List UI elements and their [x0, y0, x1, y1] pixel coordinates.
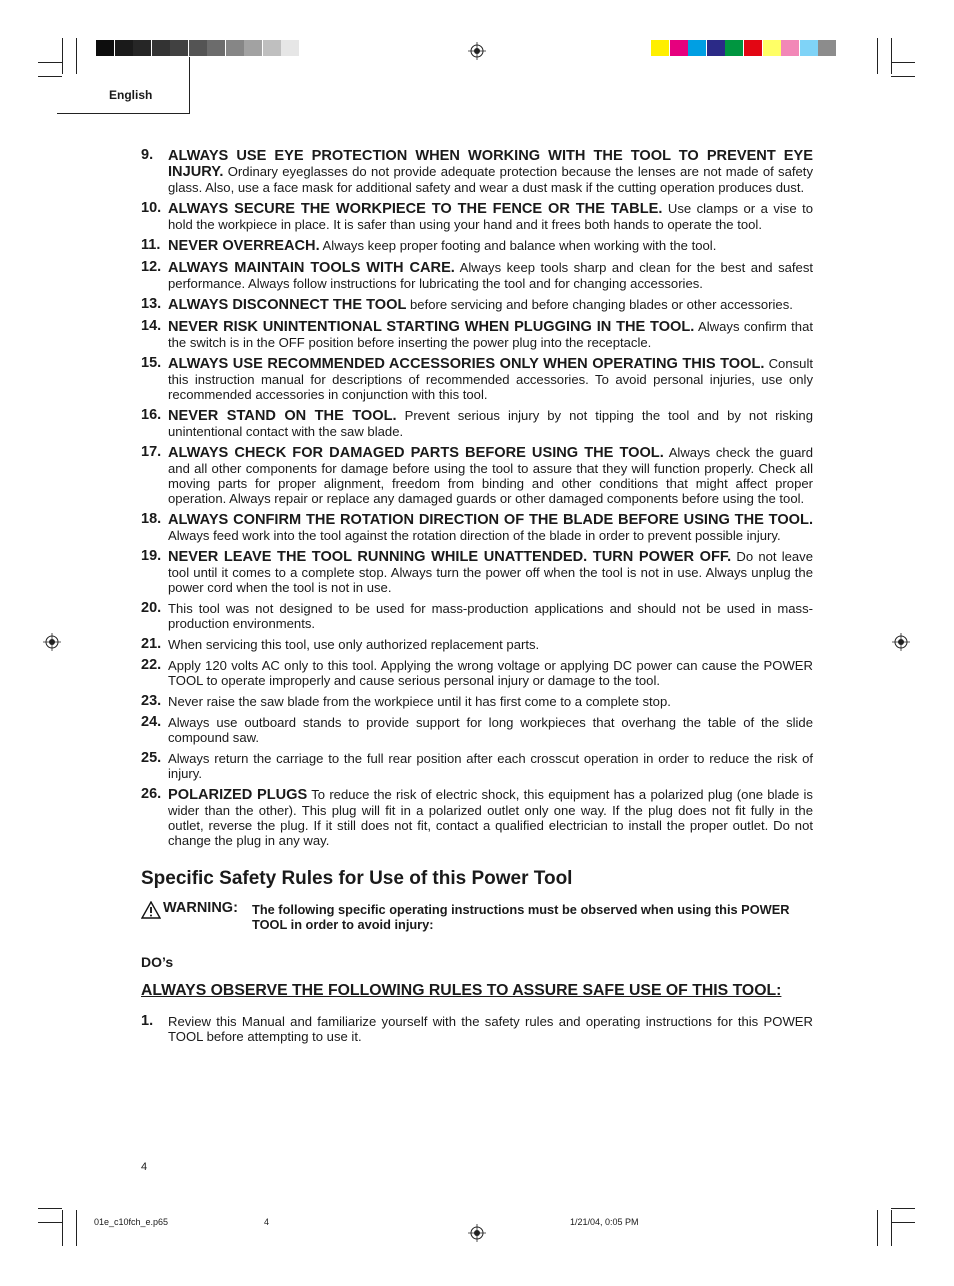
rule-number: 13. — [141, 296, 162, 312]
rule-number: 24. — [141, 714, 162, 730]
rule-text: When servicing this tool, use only authorized replacement parts. — [168, 637, 540, 652]
safety-rules-list — [141, 148, 813, 848]
rule-text: Ordinary eyeglasses do not provide adequate protection because the lenses are not made of safety glass. Also, use a face mask for additional safety and wear a dust mask if the cutting operation produces dust. — [168, 164, 813, 195]
rule-item — [141, 715, 813, 745]
rule-number: 22. — [141, 657, 162, 673]
gray-swatch — [226, 40, 244, 56]
rule-item — [141, 148, 813, 195]
rule-text: To reduce the risk of electric shock, this equipment has a polarized plug (one blade is wider than the other). This plug will fit in a polarized outlet only one way. If the plug does not fit fully in the outlet, reverse the plug. If it still does not fit, contact a qualified electrician to install the proper outlet. Do not change the plug in any way. — [168, 787, 813, 848]
item-number: 1. — [141, 1013, 154, 1029]
rule-lead: ALWAYS MAINTAIN TOOLS WITH CARE. — [168, 260, 455, 276]
rule-item — [141, 549, 813, 595]
rule-lead: ALWAYS CONFIRM THE ROTATION DIRECTION OF THE BLADE BEFORE USING THE TOOL. — [168, 512, 813, 528]
rule-text: Always feed work into the tool against the rotation direction of the blade in order to prevent possible injury. — [168, 528, 781, 543]
crop-mark — [891, 76, 915, 77]
list-item — [141, 1014, 813, 1044]
rule-item — [141, 201, 813, 232]
color-swatch — [725, 40, 743, 56]
color-swatch — [651, 40, 669, 56]
crop-mark — [38, 1208, 62, 1209]
color-swatch — [688, 40, 706, 56]
rule-text: Always return the carriage to the full rear position after each crosscut operation in order to reduce the risk of injury. — [168, 751, 813, 781]
always-observe-heading: ALWAYS OBSERVE THE FOLLOWING RULES TO ASSURE SAFE USE OF THIS TOOL: — [141, 982, 782, 999]
registration-mark-icon — [43, 633, 61, 651]
rule-item — [141, 408, 813, 439]
color-swatch — [744, 40, 762, 56]
rule-lead: NEVER OVERREACH. — [168, 238, 320, 254]
rule-item — [141, 658, 813, 688]
gray-swatch — [263, 40, 281, 56]
rule-item — [141, 319, 813, 350]
rule-text: Always keep tools sharp and clean for the best and safest performance. Always follow instructions for lubricating the tool and for changing accessories. — [168, 260, 814, 291]
rule-number: 19. — [141, 548, 162, 564]
section-title: Specific Safety Rules for Use of this Power Tool — [141, 868, 573, 889]
rule-text: This tool was not designed to be used for mass-production applications and should not be used in mass-production environments. — [168, 601, 813, 631]
registration-mark-icon — [892, 633, 910, 651]
warning-label: WARNING: — [163, 900, 238, 916]
language-tab-box — [57, 57, 190, 114]
warning-block — [141, 900, 813, 938]
rule-text: Always check the guard and all other components for damage before using the tool to assure that they will function properly. Check all moving parts for proper alignment, freedom from binding and other conditions that might affect proper operation. Always repair or replace any damaged guards or other damaged components before using the tool. — [168, 445, 814, 506]
rule-number: 18. — [141, 511, 162, 527]
rule-text: Do not leave tool until it comes to a complete stop. Always turn the power off when the tool is not in use. Always unplug the power cord when the tool is not in use. — [168, 549, 814, 595]
footer-date: 1/21/04, 0:05 PM — [570, 1217, 639, 1227]
crop-mark — [891, 38, 892, 74]
gray-swatch — [207, 40, 225, 56]
gray-swatch — [170, 40, 188, 56]
rule-number: 11. — [141, 237, 161, 253]
gray-swatch — [152, 40, 170, 56]
gray-swatch — [96, 40, 114, 56]
crop-mark — [891, 1222, 915, 1223]
crop-mark — [877, 1210, 878, 1246]
color-swatch — [707, 40, 725, 56]
registration-mark-icon — [468, 1224, 486, 1242]
rule-number: 23. — [141, 693, 162, 709]
rule-number: 14. — [141, 318, 162, 334]
page-number: 4 — [141, 1161, 148, 1173]
rule-item — [141, 787, 813, 848]
rule-number: 16. — [141, 407, 162, 423]
rule-lead: ALWAYS DISCONNECT THE TOOL — [168, 297, 407, 313]
rule-lead: NEVER STAND ON THE TOOL. — [168, 408, 397, 424]
color-swatch — [670, 40, 688, 56]
rule-item — [141, 356, 813, 402]
rule-item — [141, 445, 813, 506]
rule-item — [141, 512, 813, 543]
rule-text: Always confirm that the switch is in the OFF position before inserting the power plug into the receptacle. — [168, 319, 813, 350]
rule-text: Consult this instruction manual for descriptions of recommended accessories. To avoid personal injuries, use only recommended accessories in conjunction with this tool. — [168, 356, 813, 402]
rule-text: Always use outboard stands to provide support for long workpieces that overhang the table of the slide compound saw. — [168, 715, 813, 745]
rule-text: Prevent serious injury by not tipping the tool and by not risking unintentional contact with the saw blade. — [168, 408, 813, 439]
color-swatch — [818, 40, 836, 56]
rule-item — [141, 297, 813, 313]
crop-mark — [877, 38, 878, 74]
rule-text: Never raise the saw blade from the workpiece until it has first come to a complete stop. — [168, 694, 671, 709]
crop-mark — [891, 62, 915, 63]
gray-swatch — [281, 40, 299, 56]
crop-mark — [891, 1210, 892, 1246]
rule-text: Use clamps or a vise to hold the workpiece in place. It is safer than using your hand and it frees both hands to operate the tool. — [168, 201, 814, 232]
rule-lead: ALWAYS SECURE THE WORKPIECE TO THE FENCE OR THE TABLE. — [168, 201, 663, 217]
rule-number: 25. — [141, 750, 162, 766]
color-swatch — [781, 40, 799, 56]
color-swatch — [800, 40, 818, 56]
dos-heading: DO’s — [141, 954, 174, 970]
rule-number: 15. — [141, 355, 162, 371]
gray-swatch — [189, 40, 207, 56]
color-swatch — [763, 40, 781, 56]
rule-lead: NEVER RISK UNINTENTIONAL STARTING WHEN PLUGGING IN THE TOOL. — [168, 319, 695, 335]
crop-mark — [38, 1222, 62, 1223]
gray-swatch — [115, 40, 133, 56]
rule-item — [141, 637, 813, 652]
rule-number: 9. — [141, 147, 154, 163]
crop-mark — [76, 1210, 77, 1246]
rule-number: 17. — [141, 444, 162, 460]
rule-item — [141, 238, 813, 254]
gray-swatch — [244, 40, 262, 56]
crop-mark — [62, 1210, 63, 1246]
registration-mark-icon — [468, 42, 486, 60]
rule-lead: POLARIZED PLUGS — [168, 787, 308, 803]
rule-item — [141, 601, 813, 631]
language-label: English — [109, 88, 153, 102]
footer-page: 4 — [264, 1217, 270, 1227]
main-content — [141, 148, 813, 1050]
rule-item — [141, 751, 813, 781]
rule-lead: ALWAYS USE EYE PROTECTION WHEN WORKING WITH THE TOOL TO PREVENT EYE INJURY. — [168, 148, 813, 180]
rule-number: 21. — [141, 636, 162, 652]
gray-swatch — [133, 40, 151, 56]
crop-mark — [891, 1208, 915, 1209]
rule-text: Always keep proper footing and balance when working with the tool. — [319, 238, 717, 253]
rule-number: 10. — [141, 200, 162, 216]
warning-triangle-icon — [141, 901, 161, 919]
rule-lead: ALWAYS USE RECOMMENDED ACCESSORIES ONLY WHEN OPERATING THIS TOOL. — [168, 356, 765, 372]
rule-item — [141, 694, 813, 709]
rule-text: Apply 120 volts AC only to this tool. Applying the wrong voltage or applying DC power can cause the POWER TOOL to operate improperly and cause serious personal injury or damage to the tool. — [168, 658, 813, 688]
rule-number: 26. — [141, 786, 162, 802]
rule-lead: ALWAYS CHECK FOR DAMAGED PARTS BEFORE USING THE TOOL. — [168, 445, 664, 461]
rule-number: 12. — [141, 259, 162, 275]
rule-item — [141, 260, 813, 291]
rule-lead: NEVER LEAVE THE TOOL RUNNING WHILE UNATTENDED. TURN POWER OFF. — [168, 549, 732, 565]
rule-text: before servicing and before changing blades or other accessories. — [406, 297, 793, 312]
rule-number: 20. — [141, 600, 162, 616]
footer-filename: 01e_c10fch_e.p65 — [94, 1217, 169, 1227]
warning-text: The following specific operating instructions must be observed when using this POWER TOOL in order to avoid injury: — [252, 902, 790, 932]
item-text: Review this Manual and familiarize yourself with the safety rules and operating instructions for this POWER TOOL before attempting to use it. — [168, 1014, 813, 1044]
